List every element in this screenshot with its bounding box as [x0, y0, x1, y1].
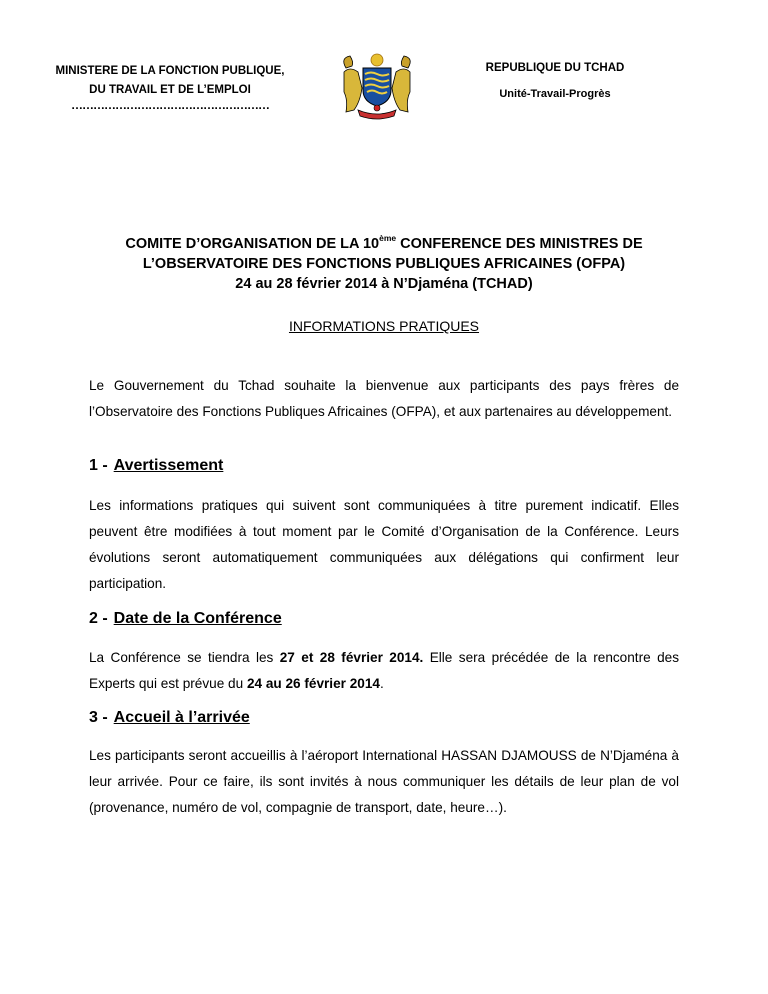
intro-paragraph: Le Gouvernement du Tchad souhaite la bienvenue aux participants des pays frères de l’Observatoire des Fonctions Publiques Africaines (OFPA), et aux partenaires au développement. — [89, 378, 679, 419]
dotted-separator: ……………………………………………… — [71, 98, 269, 112]
republic-header — [455, 62, 655, 100]
section-2-text-a: La Conférence se tiendra les — [89, 650, 280, 665]
section-1-text: Les informations pratiques qui suivent sont communiquées à titre purement indicatif. Elles peuvent être modifiées à tout moment par le Comité d’Organisation de la Conférence. Leurs évolutions seront automatiquement communiquées aux délégations qui confirment leur participation. — [89, 498, 679, 591]
title-line-2: L’OBSERVATOIRE DES FONCTIONS PUBLIQUES AFRICAINES (OFPA) — [142, 256, 626, 272]
title-line-1-end: CONFERENCE DES MINISTRES DE — [396, 236, 643, 252]
title-line-3: 24 au 28 février 2014 à N’Djaména (TCHAD) — [235, 276, 533, 292]
section-3-heading — [89, 709, 250, 727]
section-2-heading — [89, 610, 282, 628]
section-2-number: 2 - — [89, 610, 108, 627]
coat-of-arms-emblem — [338, 50, 416, 122]
national-motto: Unité-Travail-Progrès — [499, 88, 611, 100]
section-3-title: Accueil à l’arrivée — [113, 709, 250, 726]
section-1-number: 1 - — [89, 457, 108, 474]
section-2-text-e: . — [379, 676, 384, 691]
conference-dates: 27 et 28 février 2014. — [279, 650, 424, 665]
section-1-title: Avertissement — [113, 457, 224, 474]
title-line-1 — [60, 228, 708, 254]
experts-dates: 24 au 26 février 2014 — [246, 676, 380, 691]
document-title — [60, 228, 708, 294]
section-2-text-c: Elle sera précédée de la rencontre des Experts qui est prévue du — [89, 650, 679, 691]
section-1-heading — [89, 457, 223, 475]
ministry-line-2: DU TRAVAIL ET DE L’EMPLOI — [89, 84, 251, 96]
title-superscript: ème — [379, 233, 397, 243]
section-2-title: Date de la Conférence — [113, 610, 282, 627]
title-line-1-start: COMITE D’ORGANISATION DE LA 10 — [125, 236, 380, 252]
ministry-line-1: MINISTERE DE LA FONCTION PUBLIQUE, — [55, 65, 285, 77]
section-2-text — [89, 645, 679, 697]
section-3-number: 3 - — [89, 709, 108, 726]
info-heading: INFORMATIONS PRATIQUES — [288, 318, 480, 334]
ministry-header — [20, 62, 320, 112]
republic-name: REPUBLIQUE DU TCHAD — [485, 62, 625, 74]
section-3-text: Les participants seront accueillis à l’aéroport International HASSAN DJAMOUSS de N’Djaména à leur arrivée. Pour ce faire, ils sont invités à nous communiquer les détails de leur plan de vol (provenance, numéro de vol, compagnie de transport, date, heure…). — [89, 748, 679, 815]
